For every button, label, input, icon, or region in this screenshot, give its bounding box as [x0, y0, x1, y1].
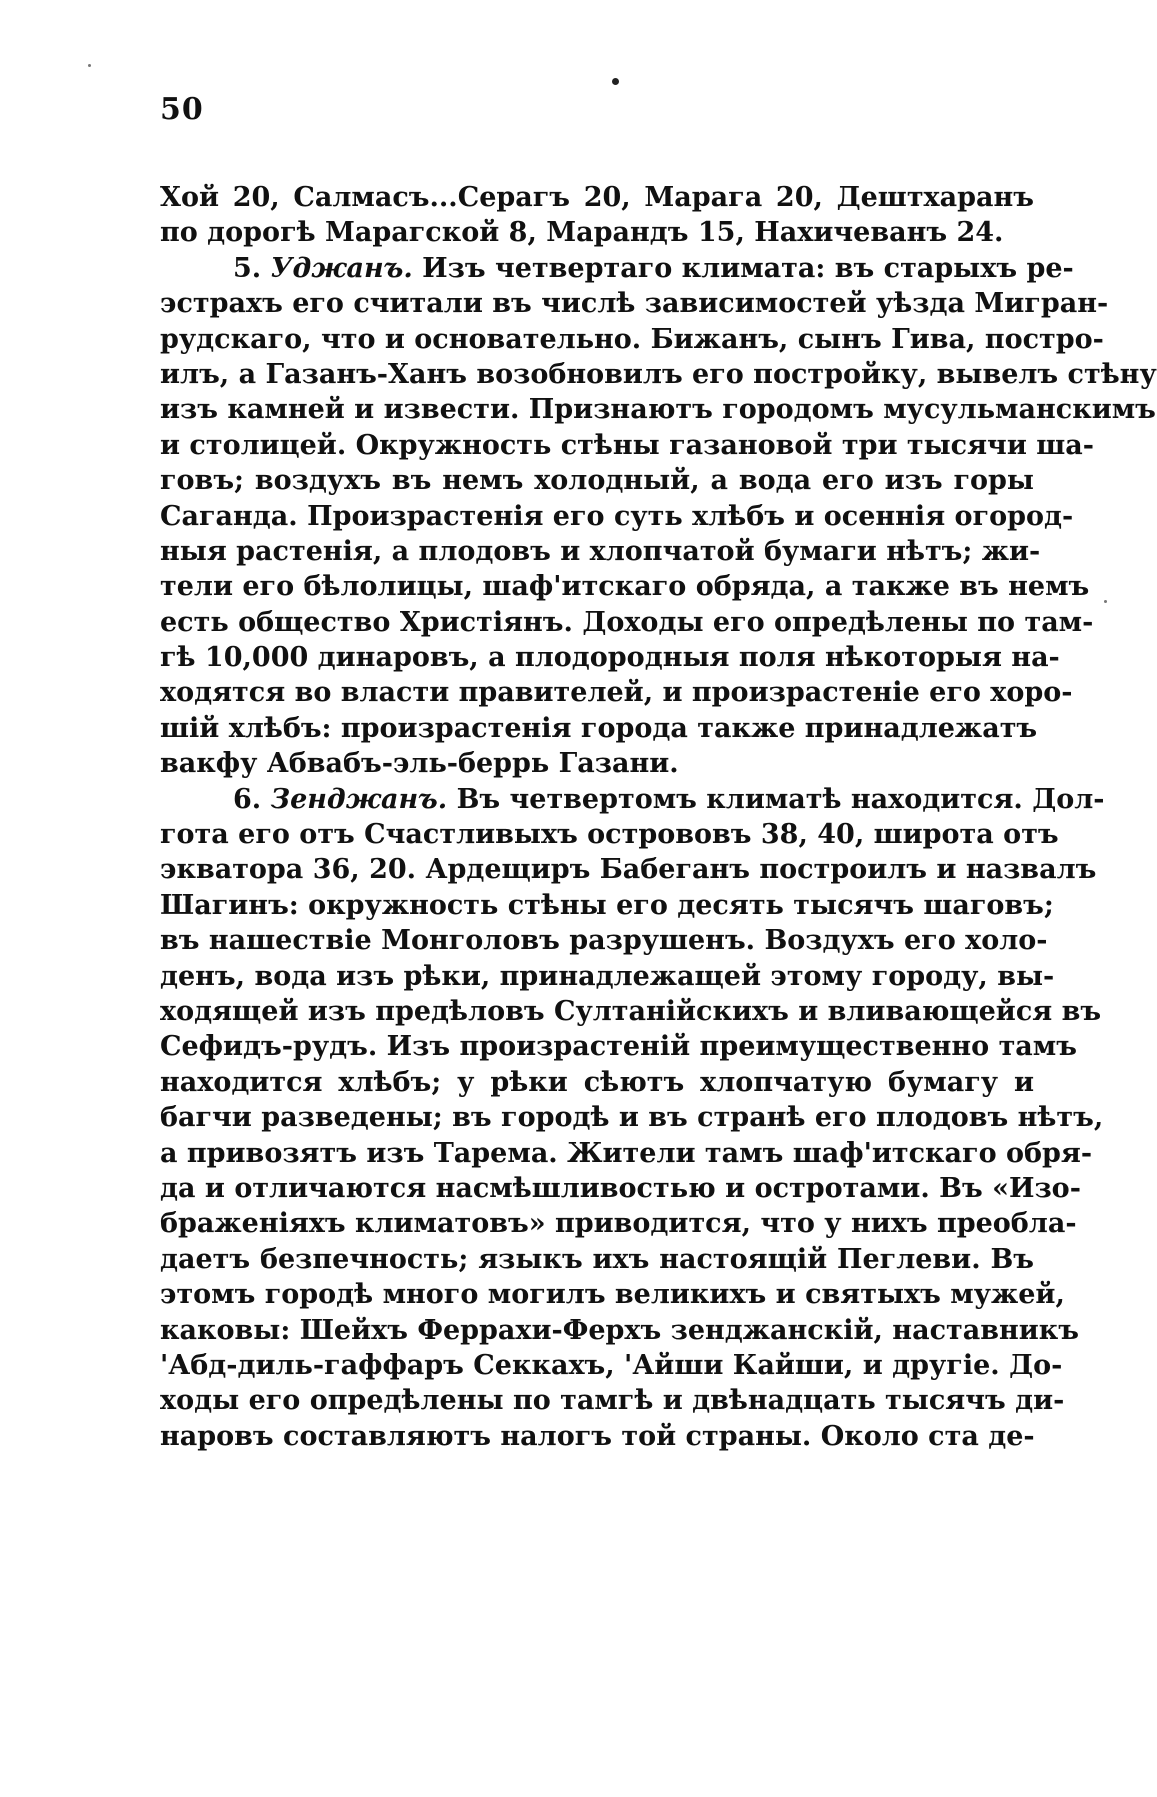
- text-run: 'Абд-диль-гаффаръ Секкахъ, 'Айши Кайши, и другіе. До-: [160, 1349, 1063, 1381]
- text-run: Изъ четвертаго климата: въ старыхъ ре-: [412, 252, 1074, 284]
- paragraph: [160, 251, 1157, 782]
- text-run: наровъ составляютъ налогъ той страны. Около ста де-: [160, 1420, 1035, 1452]
- text-run: говъ; воздухъ въ немъ холодный, а вода его изъ горы: [160, 465, 1034, 497]
- text-line: [160, 994, 1102, 1029]
- text-line: [160, 463, 1034, 498]
- text-run: и столицей. Окружность стѣны газановой три тысячи ша-: [160, 429, 1094, 461]
- text-run: Сефидъ-рудъ. Изъ произрастеній преимущественно тамъ: [160, 1031, 1077, 1063]
- text-run: браженіяхъ климатовъ» приводится, что у нихъ преобла-: [160, 1208, 1077, 1240]
- text-line: [160, 923, 1048, 958]
- page-number: 50: [160, 92, 204, 127]
- text-line: [160, 428, 1094, 463]
- text-line: [160, 215, 1034, 250]
- paragraph: [160, 782, 1105, 1454]
- text-line: [160, 1136, 1093, 1171]
- text-line: [160, 1277, 1065, 1312]
- text-run: въ нашествіе Монголовъ разрушенъ. Воздухъ его холо-: [160, 925, 1048, 957]
- text-run: даетъ безпечность; языкъ ихъ настоящій Пеглеви. Въ: [160, 1243, 1034, 1275]
- print-mark-dot: [612, 78, 619, 85]
- text-line: [160, 1242, 1034, 1277]
- paragraph: [160, 180, 1034, 251]
- text-line: [160, 746, 1034, 781]
- text-run: гѣ 10,000 динаровъ, а плодородныя поля нѣкоторыя на-: [160, 642, 1060, 674]
- text-line: [160, 1171, 1081, 1206]
- text-run: багчи разведены; въ городѣ и въ странѣ его плодовъ нѣтъ,: [160, 1102, 1104, 1134]
- text-line: [160, 392, 1156, 427]
- text-line: [160, 817, 1059, 852]
- print-speck: [88, 64, 91, 67]
- text-line: [160, 569, 1090, 604]
- text-line: [160, 1383, 1065, 1418]
- text-run: 6.: [233, 783, 271, 815]
- text-line: [160, 180, 1034, 215]
- text-line: [160, 251, 1074, 286]
- text-run: каковы: Шейхъ Феррахи-Ферхъ зенджанскій, наставникъ: [160, 1314, 1079, 1346]
- text-run: Шагинъ: окружность стѣны его десять тысячъ шаговъ;: [160, 889, 1054, 921]
- text-line: [160, 1100, 1104, 1135]
- body-text: [160, 180, 1157, 1454]
- text-line: [160, 534, 1041, 569]
- text-run: гота его отъ Счастливыхъ острововъ 38, 40, широта отъ: [160, 819, 1059, 851]
- text-line: [160, 888, 1054, 923]
- text-line: [160, 782, 1105, 817]
- text-line: [160, 640, 1060, 675]
- text-line: [160, 286, 1109, 321]
- text-run: ходятся во власти правителей, и произрастеніе его хоро-: [160, 677, 1073, 709]
- text-run: да и отличаются насмѣшливостью и остротами. Въ «Изо-: [160, 1172, 1081, 1204]
- text-run: есть общество Христіянъ. Доходы его опредѣлены по там-: [160, 606, 1094, 638]
- text-run: экватора 36, 20. Ардещиръ Бабеганъ построилъ и назвалъ: [160, 854, 1097, 886]
- text-line: [160, 1065, 1034, 1100]
- text-run: денъ, вода изъ рѣки, принадлежащей этому городу, вы-: [160, 960, 1055, 992]
- italic-heading: Уджанъ.: [270, 252, 413, 284]
- text-run: по дорогѣ Марагской 8, Марандъ 15, Нахичеванъ 24.: [160, 217, 1004, 249]
- text-run: Въ четвертомъ климатѣ находится. Дол-: [447, 783, 1105, 815]
- text-line: [160, 357, 1157, 392]
- text-run: а привозятъ изъ Тарема. Жители тамъ шаф'итскаго обря-: [160, 1137, 1093, 1169]
- text-line: [160, 1206, 1077, 1241]
- text-line: [160, 675, 1073, 710]
- text-run: ныя растенія, а плодовъ и хлопчатой бумаги нѣтъ; жи-: [160, 535, 1041, 567]
- text-run: 5.: [233, 252, 271, 284]
- print-speck: [1104, 600, 1107, 603]
- text-run: эстрахъ его считали въ числѣ зависимостей уѣзда Мигран-: [160, 288, 1109, 320]
- text-run: ходящей изъ предѣловъ Султанійскихъ и вливающейся въ: [160, 995, 1102, 1027]
- text-run: рудскаго, что и основательно. Бижанъ, сынъ Гива, постро-: [160, 323, 1104, 355]
- text-run: илъ, а Газанъ-Ханъ возобновилъ его постройку, вывелъ стѣну: [160, 358, 1157, 390]
- text-line: [160, 322, 1104, 357]
- text-line: [160, 1419, 1034, 1454]
- text-run: Саганда. Произрастенія его суть хлѣбъ и осеннія огород-: [160, 500, 1074, 532]
- text-run: этомъ городѣ много могилъ великихъ и святыхъ мужей,: [160, 1279, 1065, 1311]
- text-run: находится хлѣбъ; у рѣки сѣютъ хлопчатую бумагу и: [160, 1066, 1034, 1098]
- text-line: [160, 711, 1038, 746]
- text-run: ходы его опредѣлены по тамгѣ и двѣнадцать тысячъ ди-: [160, 1385, 1065, 1417]
- text-line: [160, 1029, 1077, 1064]
- text-run: шій хлѣбъ: произрастенія города также принадлежатъ: [160, 712, 1038, 744]
- text-line: [160, 499, 1074, 534]
- text-run: изъ камней и извести. Признаютъ городомъ мусульманскимъ: [160, 394, 1156, 426]
- text-line: [160, 852, 1097, 887]
- text-line: [160, 1348, 1063, 1383]
- text-line: [160, 605, 1094, 640]
- text-run: вакфу Абвабъ-эль-беррь Газани.: [160, 748, 679, 780]
- text-line: [160, 1313, 1079, 1348]
- text-run: тели его бѣлолицы, шаф'итскаго обряда, а также въ немъ: [160, 571, 1090, 603]
- text-line: [160, 959, 1055, 994]
- italic-heading: Зенджанъ.: [270, 783, 448, 815]
- text-run: Хой 20, Салмасъ...Серагъ 20, Марага 20, Дештхаранъ: [160, 182, 1034, 213]
